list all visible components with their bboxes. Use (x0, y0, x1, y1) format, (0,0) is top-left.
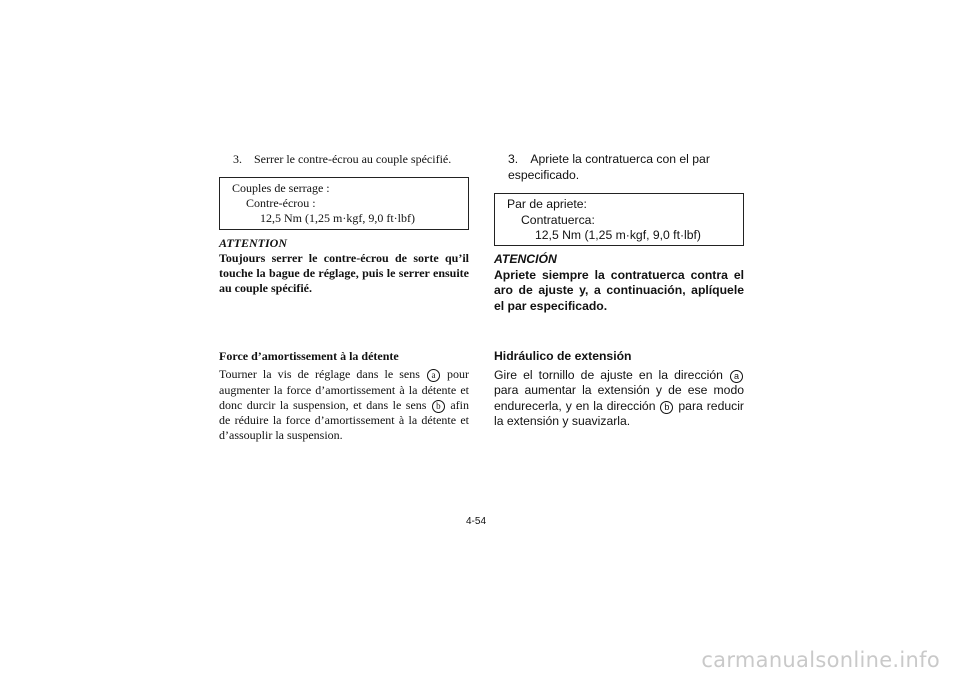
body-text-2-fr: pour augmenter la force d’amortissement à la détente et donc durcir la suspension, et dans le sens (219, 367, 469, 412)
rebound-damping-section-es (494, 349, 744, 430)
section-title-es: Hidráulico de extensión (494, 349, 632, 363)
step-3-es: 3. Apriete la contratuerca con el par especificado. (508, 152, 710, 182)
spec-value-fr: 12,5 Nm (1,25 m·kgf, 9,0 ft·lbf) (260, 211, 415, 225)
direction-b-marker: b (660, 401, 673, 414)
body-text-1-fr: Tourner la vis de réglage dans le sens (219, 367, 426, 382)
torque-spec-box-fr (219, 177, 469, 230)
warning-title-fr: ATTENTION (219, 236, 288, 250)
torque-spec-box-es (494, 193, 744, 246)
spec-heading-fr: Couples de serrage : (232, 181, 330, 195)
warning-body-es: Apriete siempre la contratuerca contra el aro de ajuste y, a continuación, aplíquele el par especificado. (494, 267, 744, 313)
direction-b-marker: b (432, 400, 445, 413)
body-text-3-es: para reducir la extensión y suavizarla. (494, 398, 744, 428)
rebound-damping-section-fr (219, 349, 469, 444)
spec-part-fr: Contre-écrou : (246, 196, 316, 210)
body-text-2-es: para aumentar la extensión y de ese modo endurecerla, y en la dirección (494, 383, 744, 413)
spec-heading-es: Par de apriete: (507, 197, 587, 211)
page-number: 4-54 (466, 516, 487, 527)
warning-body-fr: Toujours serrer le contre-écrou de sorte qu’il touche la bague de réglage, puis le serrer ensuite au couple spécifié. (219, 251, 469, 295)
direction-a-marker: a (730, 370, 743, 383)
section-body-fr (219, 367, 469, 443)
french-column (219, 152, 469, 296)
step-3-fr: 3. Serrer le contre-écrou au couple spécifié. (233, 152, 452, 166)
section-title-fr: Force d’amortissement à la détente (219, 349, 399, 363)
warning-title-es: ATENCIÓN (494, 252, 557, 266)
spec-part-es: Contratuerca: (521, 212, 595, 227)
spec-value-es: 12,5 Nm (1,25 m·kgf, 9,0 ft·lbf) (535, 228, 701, 242)
section-body-es (494, 368, 744, 430)
watermark: carmanualsonline.info (701, 648, 940, 672)
body-text-1-es: Gire el tornillo de ajuste en la dirección (494, 367, 729, 382)
spanish-column (494, 152, 744, 314)
body-text-3-fr: afin de réduire la force d’amortissement à la détente et d’assouplir la suspension. (219, 397, 469, 443)
direction-a-marker: a (427, 369, 440, 382)
